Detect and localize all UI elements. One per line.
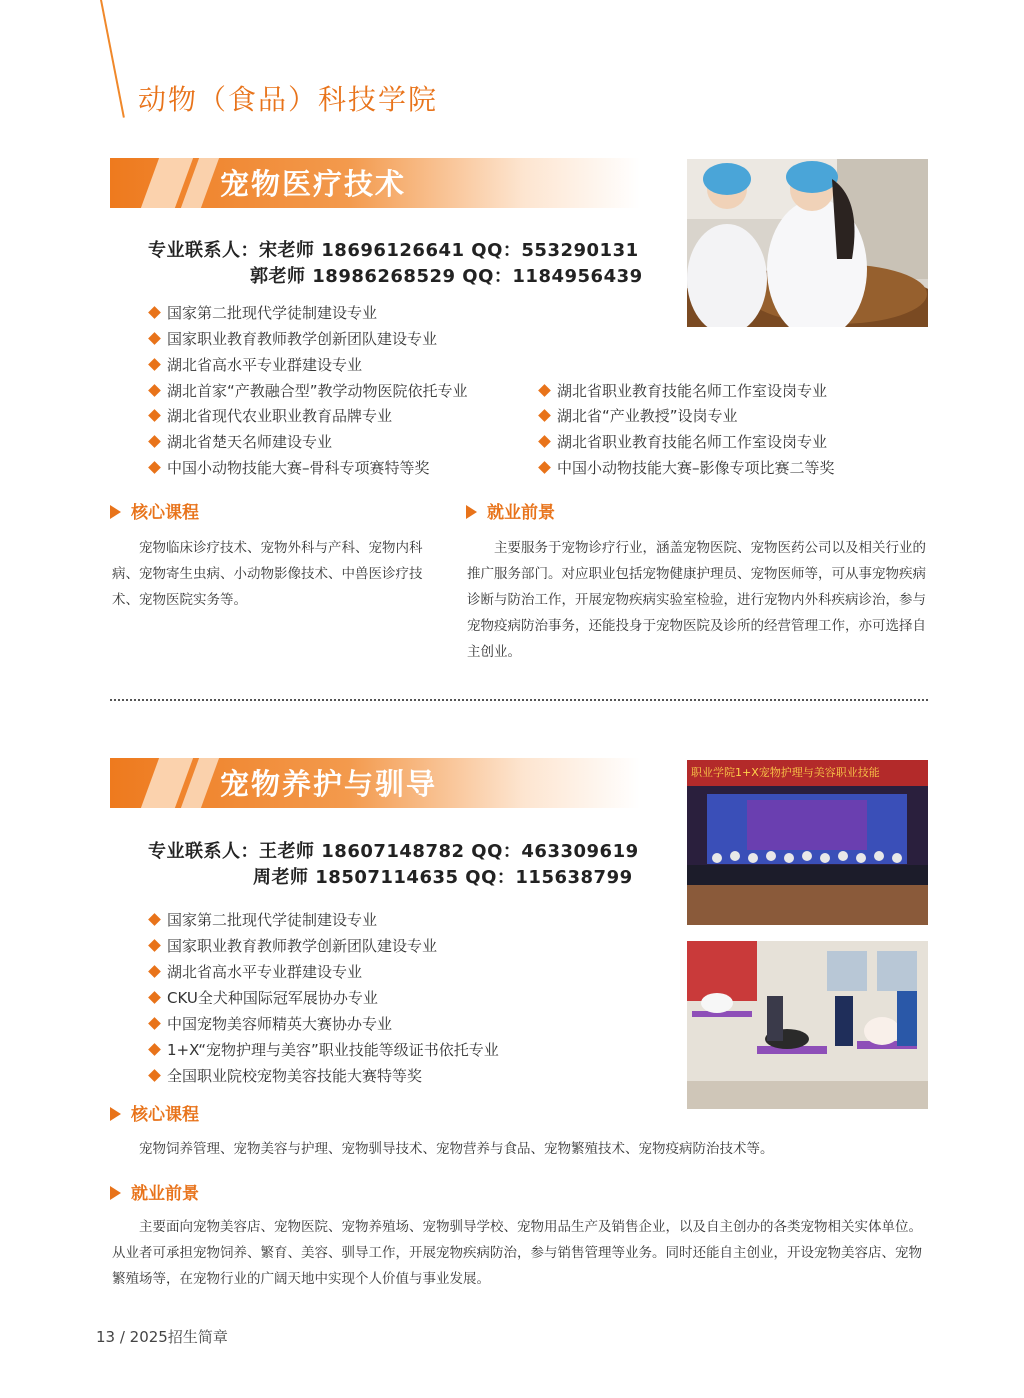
section1-feature-right: 湖北省职业教育技能名师工作室设岗专业 — [540, 431, 827, 452]
diamond-bullet-icon — [148, 939, 161, 952]
section1-courses-heading: 核心课程 — [110, 498, 199, 523]
section2-contact-2: 周老师 18507114635 QQ：115638799 — [253, 867, 633, 888]
diamond-bullet-icon — [148, 1043, 161, 1056]
triangle-bullet-icon — [110, 505, 121, 519]
section1-feature: 湖北省楚天名师建设专业 — [150, 431, 332, 452]
section2-courses-text: 宠物饲养管理、宠物美容与护理、宠物驯导技术、宠物营养与食品、宠物繁殖技术、宠物疫病防治技术等。 — [139, 1141, 774, 1157]
section1-feature: 国家职业教育教师教学创新团队建设专业 — [150, 328, 437, 349]
diamond-bullet-icon — [148, 461, 161, 474]
diamond-bullet-icon — [538, 409, 551, 422]
section1-title: 宠物医疗技术 — [220, 167, 407, 201]
diamond-bullet-icon — [148, 435, 161, 448]
page-footer: 13 / 2025招生简章 — [96, 1328, 228, 1346]
section2-photo-grooming — [687, 941, 928, 1109]
section1-feature-right: 湖北省职业教育技能名师工作室设岗专业 — [540, 380, 827, 401]
decorative-line — [100, 0, 125, 118]
section2-feature: 全国职业院校宠物美容技能大赛特等奖 — [150, 1065, 422, 1086]
section1-feature-right: 中国小动物技能大赛–影像专项比赛二等奖 — [540, 457, 835, 478]
section2-feature: 湖北省高水平专业群建设专业 — [150, 961, 362, 982]
triangle-bullet-icon — [110, 1186, 121, 1200]
section1-jobs-heading: 就业前景 — [466, 498, 555, 523]
diamond-bullet-icon — [148, 913, 161, 926]
college-name: 动物（食品）科技学院 — [138, 83, 439, 116]
section2-jobs-text: 主要面向宠物美容店、宠物医院、宠物养殖场、宠物驯导学校、宠物用品生产及销售企业，以及自主创办的各类宠物相关实体单位。从业者可承担宠物饲养、繁育、美容、驯导工作，开展宠物疾病防治，参与销售管理等业务。同时还能自主创业，开设宠物美容店、宠物繁殖场等，在宠物行业的广阔天地中实现个人价值与事业发展。 — [112, 1219, 922, 1287]
section1-feature: 湖北省高水平专业群建设专业 — [150, 354, 362, 375]
section1-courses-text: 宠物临床诊疗技术、宠物外科与产科、宠物内科病、宠物寄生虫病、小动物影像技术、中兽医诊疗技术、宠物医院实务等。 — [112, 540, 423, 608]
diamond-bullet-icon — [148, 332, 161, 345]
section2-contact-1: 专业联系人：王老师 18607148782 QQ：463309619 — [148, 841, 639, 862]
section2-title: 宠物养护与驯导 — [220, 767, 438, 801]
diamond-bullet-icon — [148, 384, 161, 397]
diamond-bullet-icon — [148, 409, 161, 422]
diamond-bullet-icon — [148, 1069, 161, 1082]
section2-jobs-heading: 就业前景 — [110, 1179, 199, 1204]
section1-contact-1: 专业联系人：宋老师 18696126641 QQ：553290131 — [148, 240, 639, 261]
section1-contact-2: 郭老师 18986268529 QQ：1184956439 — [250, 266, 643, 287]
section1-jobs-text: 主要服务于宠物诊疗行业，涵盖宠物医院、宠物医药公司以及相关行业的推广服务部门。对应职业包括宠物健康护理员、宠物医师等，可从事宠物疾病诊断与防治工作，开展宠物疾病实验室检验，进行宠物内外科疾病诊治，参与宠物疫病防治事务，还能投身于宠物医院及诊所的经营管理工作，亦可选择自主创业。 — [467, 540, 926, 660]
section1-feature-right: 湖北省“产业教授”设岗专业 — [540, 405, 738, 426]
section1-feature: 湖北首家“产教融合型”教学动物医院依托专业 — [150, 380, 468, 401]
triangle-bullet-icon — [466, 505, 477, 519]
diamond-bullet-icon — [538, 435, 551, 448]
diamond-bullet-icon — [148, 965, 161, 978]
section2-feature: 1+X“宠物护理与美容”职业技能等级证书依托专业 — [150, 1039, 499, 1060]
section1-banner — [110, 158, 640, 208]
section-divider — [110, 699, 928, 701]
photo-banner-text: 职业学院1+X宠物护理与美容职业技能 — [691, 766, 880, 779]
section2-feature: 国家第二批现代学徒制建设专业 — [150, 909, 377, 930]
section2-photo-stage-group — [687, 760, 928, 925]
triangle-bullet-icon — [110, 1107, 121, 1121]
section2-feature: 中国宠物美容师精英大赛协办专业 — [150, 1013, 392, 1034]
section2-banner — [110, 758, 640, 808]
section2-feature: CKU全犬种国际冠军展协办专业 — [150, 987, 378, 1008]
diamond-bullet-icon — [148, 991, 161, 1004]
section2-feature: 国家职业教育教师教学创新团队建设专业 — [150, 935, 437, 956]
diamond-bullet-icon — [148, 306, 161, 319]
section1-feature: 国家第二批现代学徒制建设专业 — [150, 302, 377, 323]
section2-courses-heading: 核心课程 — [110, 1100, 199, 1125]
diamond-bullet-icon — [538, 461, 551, 474]
diamond-bullet-icon — [538, 384, 551, 397]
diamond-bullet-icon — [148, 358, 161, 371]
section1-photo-vet-exam — [687, 159, 928, 327]
section1-feature: 中国小动物技能大赛–骨科专项赛特等奖 — [150, 457, 430, 478]
section1-feature: 湖北省现代农业职业教育品牌专业 — [150, 405, 392, 426]
diamond-bullet-icon — [148, 1017, 161, 1030]
